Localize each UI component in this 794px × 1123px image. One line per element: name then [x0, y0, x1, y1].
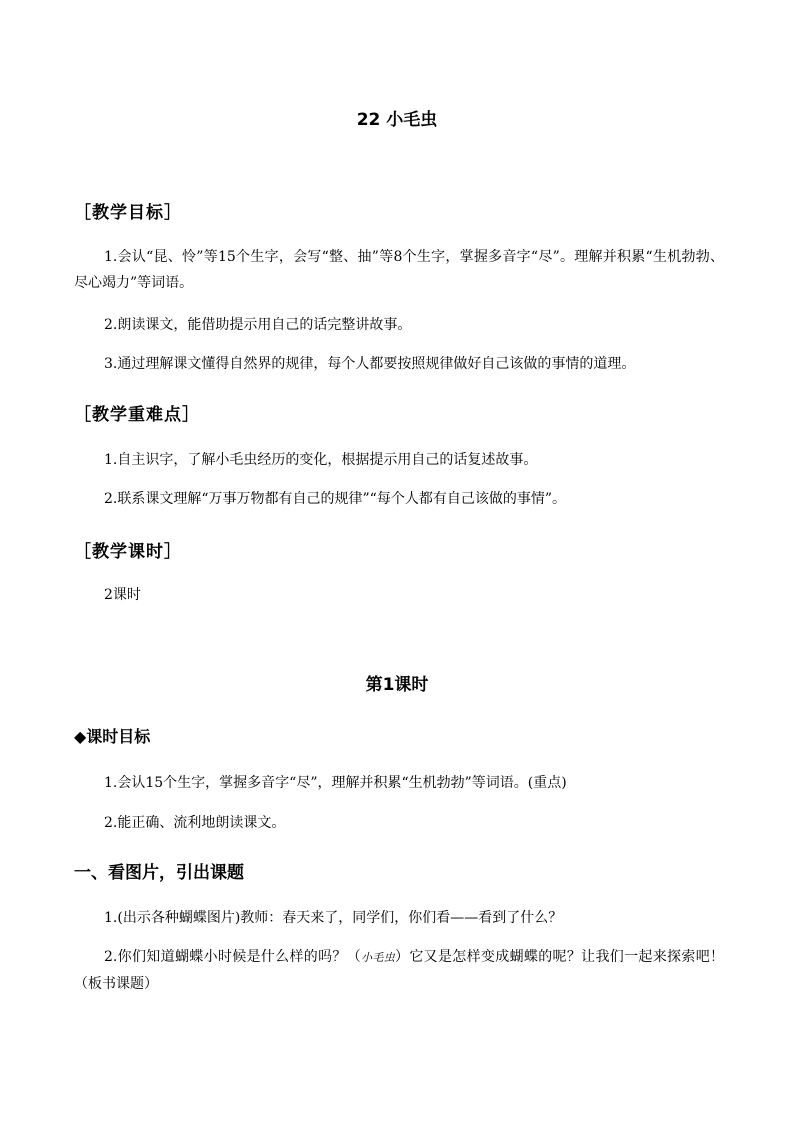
step1-item-1: 1.(出示各种蝴蝶图片)教师：春天来了，同学们，你们看——看到了什么？: [104, 910, 563, 926]
step1-heading: 一、看图片，引出课题: [74, 863, 244, 883]
step1-item-2: [74, 944, 724, 997]
section-heading-hours: ［教学课时］: [74, 542, 182, 562]
goal-item-3: 3.通过理解课文懂得自然界的规律，每个人都要按照规律做好自己该做的事情的道理。: [104, 356, 636, 372]
step1-item-2-text-before: 2.你们知道蝴蝶小时候是什么样的吗？（: [104, 949, 362, 965]
hours-text: 2课时: [104, 587, 141, 603]
goal-item-2: 2.朗读课文，能借助提示用自己的话完整讲故事。: [104, 317, 412, 333]
handwritten-answer: 小毛虫: [361, 951, 396, 964]
lesson1-objectives-heading: ◆课时目标: [74, 727, 151, 746]
goal-item-1: 1.会认“昆、怜”等15个生字，会写“整、抽”等8个生字，掌握多音字“尽”。理解并积累“生机勃勃、尽心竭力”等词语。: [74, 249, 724, 291]
section-heading-keypoints: ［教学重难点］: [74, 405, 200, 425]
objective-item-2: 2.能正确、流利地朗读课文。: [104, 815, 286, 831]
lesson1-title: 第1课时: [365, 675, 429, 695]
objective-item-1: 1.会认15个生字，掌握多音字“尽”，理解并积累“生机勃勃”等词语。(重点): [104, 775, 567, 791]
document-title: 22 小毛虫: [356, 110, 438, 130]
keypoint-item-1: 1.自主识字，了解小毛虫经历的变化，根据提示用自己的话复述故事。: [104, 452, 538, 468]
section-heading-goals: ［教学目标］: [74, 203, 182, 223]
keypoint-item-2: 2.联系课文理解“万事万物都有自己的规律”“每个人都有自己该做的事情”。: [104, 491, 566, 507]
step1-item-2-text-after: ）它又是怎样变成蝴蝶的呢？让我们一起来探索吧！（板书课题）: [74, 949, 725, 992]
